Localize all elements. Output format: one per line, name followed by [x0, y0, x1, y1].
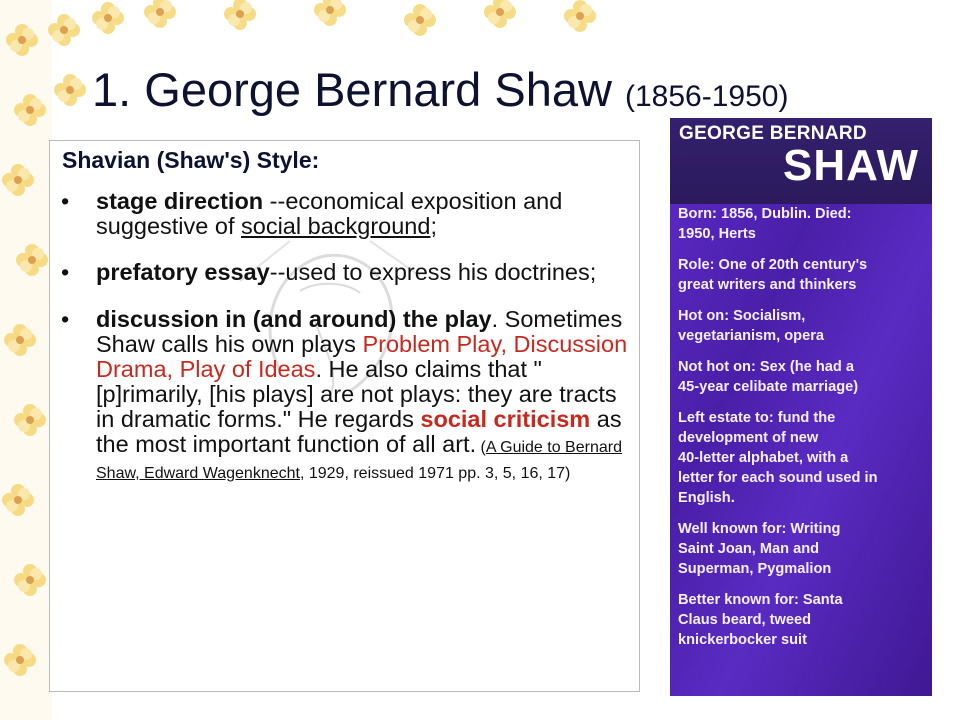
bullet-icon: •: [61, 188, 70, 214]
play-types: Problem Play, Discussion Drama, Play of Ideas: [96, 331, 628, 382]
bio-fact: Not hot on: Sex (he had a 45-year celibate marriage): [678, 359, 859, 395]
bio-header: [670, 118, 932, 204]
bullet-icon: •: [61, 306, 70, 332]
bio-fact: Role: One of 20th century's great writers and thinkers: [678, 257, 868, 293]
citation-tail: , 1929, reissued 1971 pp. 3, 5, 16, 17): [299, 465, 571, 482]
bio-fact: Left estate to: fund the development of new 40-letter alphabet, with a letter for each sound used in English.: [678, 410, 878, 506]
bio-fact: Born: 1856, Dublin. Died: 1950, Herts: [678, 206, 852, 242]
bio-name-line1: GEORGE BERNARD: [679, 123, 867, 144]
bio-fact: Hot on: Socialism, vegetarianism, opera: [678, 308, 825, 344]
bio-fact: Better known for: Santa Claus beard, tweed knickerbocker suit: [678, 592, 843, 648]
point-text: . Sometimes Shaw calls his own plays: [96, 306, 623, 357]
list-item: [50, 307, 640, 484]
bullet-icon: •: [61, 259, 70, 285]
bio-name-line2: SHAW: [783, 141, 919, 190]
content-box: [49, 140, 640, 692]
point-text: --used to express his doctrines;: [269, 259, 597, 285]
list-item: [50, 189, 640, 239]
point-text: --economical exposition and suggestive of: [96, 188, 563, 239]
title-main: 1. George Bernard Shaw: [92, 63, 625, 116]
social-criticism: social criticism: [420, 406, 591, 432]
citation-source: A Guide to Bernard Shaw, Edward Wagenknecht: [96, 439, 622, 482]
underlined-text: social background: [241, 213, 431, 239]
point-text: as the most important function of all art.: [96, 406, 622, 457]
point-text: ;: [430, 213, 437, 239]
slide-title: [92, 63, 789, 116]
bio-panel: [670, 118, 932, 696]
point-text: . He also claims that "[p]rimarily, [his plays] are not plays: they are tracts in dramatic forms." He regards: [96, 356, 617, 432]
bio-fact: Well known for: Writing Saint Joan, Man and Superman, Pygmalion: [678, 521, 841, 577]
title-years: (1856-1950): [624, 80, 789, 113]
term-prefatory-essay: prefatory essay: [96, 259, 270, 285]
style-heading: Shavian (Shaw's) Style:: [62, 147, 320, 173]
citation-open: (: [476, 439, 486, 456]
term-discussion: discussion in (and around) the play: [96, 306, 492, 332]
list-item: [50, 260, 640, 285]
bio-facts-list: [678, 204, 930, 661]
style-points-list: [50, 189, 640, 484]
term-stage-direction: stage direction: [96, 188, 264, 214]
